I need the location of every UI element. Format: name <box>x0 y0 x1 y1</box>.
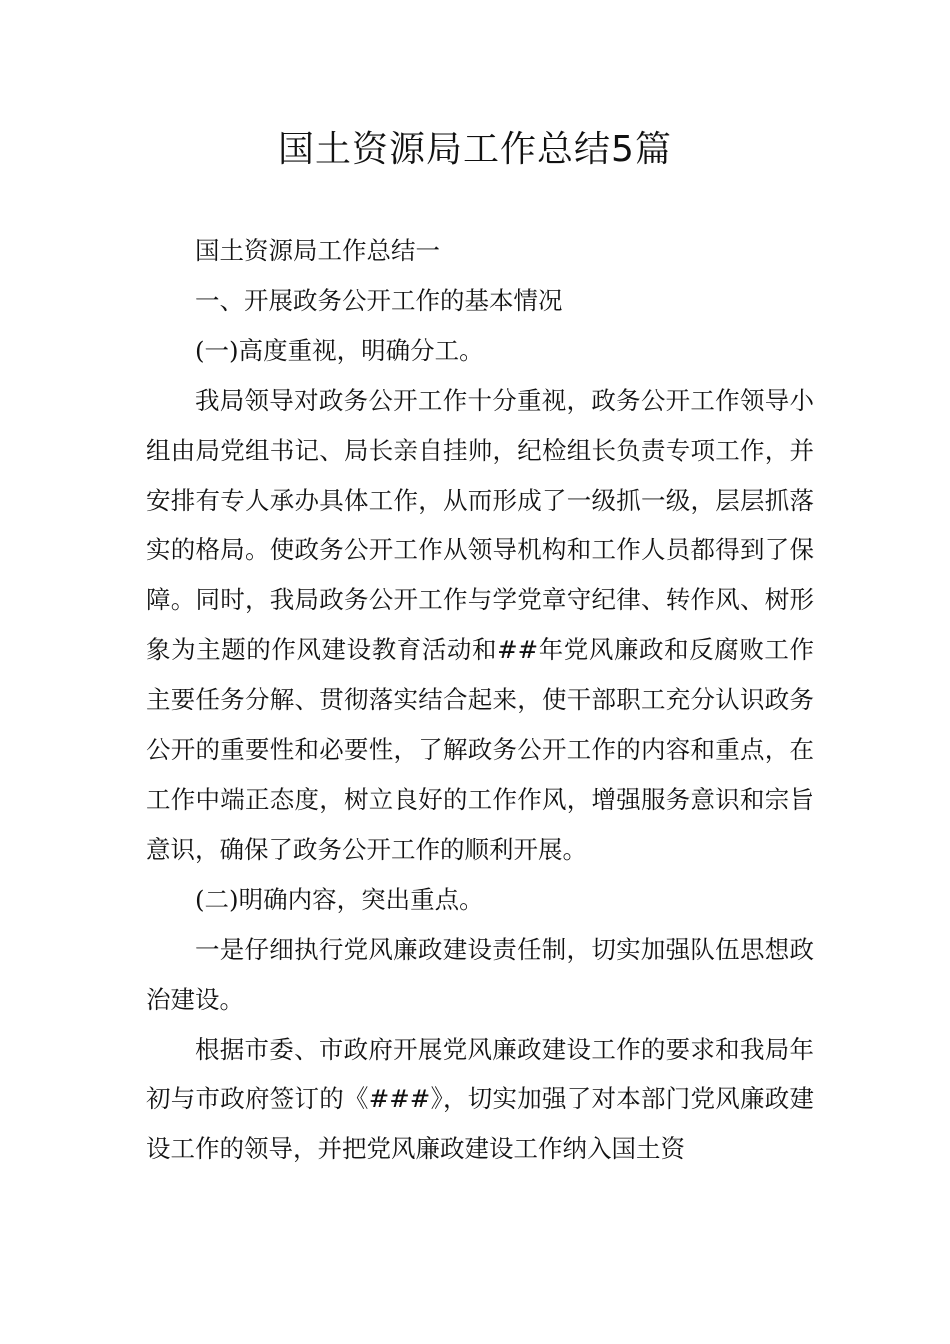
paragraph-first-point: 一是仔细执行党风廉政建设责任制，切实加强队伍思想政治建设。 <box>146 934 814 1014</box>
section-heading-summary-one: 国土资源局工作总结一 <box>195 236 440 265</box>
paragraph-according: 根据市委、市政府开展党风廉政建设工作的要求和我局年初与市政府签订的《###》，切实加强了对本部门党风廉政建设工作的领导，并把党风廉政建设工作纳入国土资 <box>146 1034 814 1164</box>
subsection-heading-one: (一)高度重视，明确分工。 <box>195 335 484 365</box>
subsection-heading-two: (二)明确内容，突出重点。 <box>195 884 484 914</box>
document-title: 国土资源局工作总结5篇 <box>278 129 672 170</box>
section-heading-basic-situation: 一、开展政务公开工作的基本情况 <box>195 285 563 315</box>
document-body <box>146 226 814 1174</box>
paragraph-leadership: 我局领导对政务公开工作十分重视，政务公开工作领导小组由局党组书记、局长亲自挂帅，纪检组长负责专项工作，并安排有专人承办具体工作，从而形成了一级抓一级，层层抓落实的格局。使政务公开工作从领导机构和工作人员都得到了保障。同时，我局政务公开工作与学党章守纪律、转作风、树形象为主题的作风建设教育活动和##年党风廉政和反腐败工作主要任务分解、贯彻落实结合起来，使干部职工充分认识政务公开的重要性和必要性，了解政务公开工作的内容和重点，在工作中端正态度，树立良好的工作作风，增强服务意识和宗旨意识，确保了政务公开工作的顺利开展。 <box>146 385 814 864</box>
